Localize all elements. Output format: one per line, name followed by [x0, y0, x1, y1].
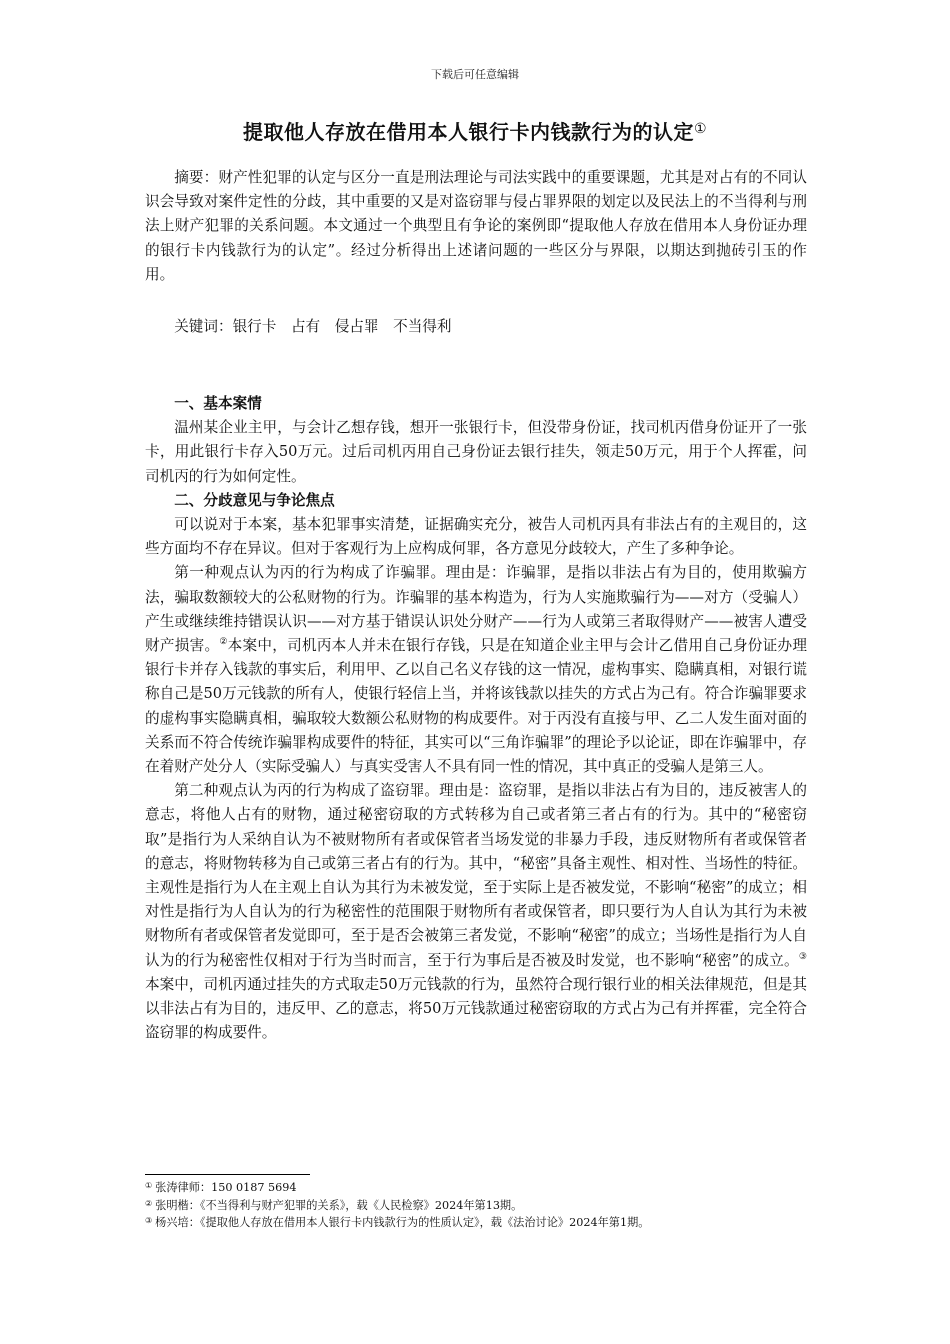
keywords-block [145, 315, 807, 339]
footnote-ref-2: ② [219, 637, 228, 648]
footnote-1 [145, 1178, 825, 1196]
paragraph-disputes-intro: 可以说对于本案，基本犯罪事实清楚，证据确实充分，被告人司机丙具有非法占有的主观目的，这些方面均不存在异议。但对于客观行为上应构成何罪，各方意见分歧较大，产生了多种争论。 [145, 516, 807, 558]
footnote-mark: ③ [145, 1216, 153, 1225]
theft-view-text-b: 本案中，司机丙通过挂失的方式取走50万元钱款的行为，虽然符合现行银行业的相关法律规范，但是其以非法占有为目的，违反甲、乙的意志，将50万元钱款通过秘密窃取的方式占为己有并挥霍，完全符合盗窃罪的构成要件。 [145, 975, 807, 1042]
page-header: 下载后可任意编辑 [431, 68, 519, 81]
paragraph-basic-facts: 温州某企业主甲，与会计乙想存钱，想开一张银行卡，但没带身份证，找司机丙借身份证开了一张卡，用此银行卡存入50万元。过后司机丙用自己身份证去银行挂失，领走50万元，用于个人挥霍，问司机丙的行为如何定性。 [145, 419, 807, 485]
footnote-3 [145, 1213, 825, 1231]
abstract-paragraph: 摘要：财产性犯罪的认定与区分一直是刑法理论与司法实践中的重要课题，尤其是对占有的不同认识会导致对案件定性的分歧，其中重要的又是对盗窃罪与侵占罪界限的划定以及民法上的不当得利与刑法上财产犯罪的关系问题。本文通过一个典型且有争论的案例即“提取他人存放在借用本人身份证办理的银行卡内钱款行为的认定”。经过分析得出上述诸问题的一些区分与界限，以期达到抛砖引玉的作用。 [145, 169, 807, 283]
document-title [0, 116, 950, 145]
footnote-2 [145, 1196, 825, 1214]
fraud-view-text-a: 第一种观点认为丙的行为构成了诈骗罪。理由是：诈骗罪，是指以非法占有为目的，使用欺骗方法，骗取数额较大的公私财物的行为。诈骗罪的基本构造为，行为人实施欺骗行为——对方（受骗人）产生或继续维持错误认识——对方基于错误认识处分财产——行为人或第三者取得财产——被害人遭受财产损害。 [145, 564, 807, 655]
footnotes [145, 1178, 825, 1231]
footnote-text: 杨兴培：《提取他人存放在借用本人银行卡内钱款行为的性质认定》，载《法治讨论》2024年第1期。 [155, 1216, 650, 1229]
footnote-text: 张涛律师：150 0187 5694 [155, 1181, 297, 1194]
section-heading-disputes: 二、分歧意见与争论焦点 [174, 491, 335, 509]
fraud-view-text-b: 本案中，司机丙本人并未在银行存钱，只是在知道企业主甲与会计乙借用自己身份证办理银行卡并存入钱款的事实后，利用甲、乙以自己名义存钱的这一情况，虚构事实、隐瞒真相，对银行谎称自己是50万元钱款的所有人，使银行轻信上当，并将该钱款以挂失的方式占为己有。符合诈骗罪要求的虚构事实隐瞒真相，骗取较大数额公私财物的构成要件。对于丙没有直接与甲、乙二人发生面对面的关系而不符合传统诈骗罪构成要件的特征，其实可以“三角诈骗罪”的理论予以论证，即在诈骗罪中，存在着财产处分人（实际受骗人）与真实受害人不具有同一性的情况，其中真正的受骗人是第三人。 [145, 637, 807, 776]
title-text: 提取他人存放在借用本人银行卡内钱款行为的认定 [242, 120, 694, 144]
section-heading-basic-facts: 一、基本案情 [174, 395, 262, 412]
footnote-text: 张明楷：《不当得利与财产犯罪的关系》，载《人民检察》2024年第13期。 [155, 1198, 523, 1212]
theft-view-text-a: 第二种观点认为丙的行为构成了盗窃罪。理由是：盗窃罪，是指以非法占有为目的，违反被害人的意志，将他人占有的财物，通过秘密窃取的方式转移为自己或者第三者占有的行为。其中的“秘密窃取”是指行为人采纳自认为不被财物所有者或保管者当场发觉的非暴力手段，违反财物所有者或保管者的意志，将财物转移为自己或第三者占有的行为。其中，“秘密”具备主观性、相对性、当场性的特征。主观性是指行为人在主观上自认为其行为未被发觉，至于实际上是否被发觉，不影响“秘密”的成立；相对性是指行为人自认为的行为秘密性的范围限于财物所有者或保管者，即只要行为人自认为其行为未被财物所有者或保管者发觉即可，至于是否会被第三者发觉，不影响“秘密”的成立；当场性是指行为人自认为的行为秘密性仅相对于行为当时而言，至于行为事后是否被及时发觉，也不影响“秘密”的成立。 [145, 782, 807, 969]
footnote-ref-3: ③ [798, 951, 807, 962]
keywords-paragraph: 关键词：银行卡 占有 侵占罪 不当得利 [174, 318, 452, 335]
title-footnote-mark: ① [693, 121, 708, 137]
paragraph-theft-view [145, 779, 807, 1045]
paragraph-fraud-view [145, 561, 807, 779]
footnote-separator [145, 1174, 310, 1175]
footnote-mark: ① [145, 1181, 153, 1190]
main-body [145, 392, 807, 1045]
abstract-block [145, 166, 807, 287]
footnote-mark: ② [145, 1198, 153, 1208]
